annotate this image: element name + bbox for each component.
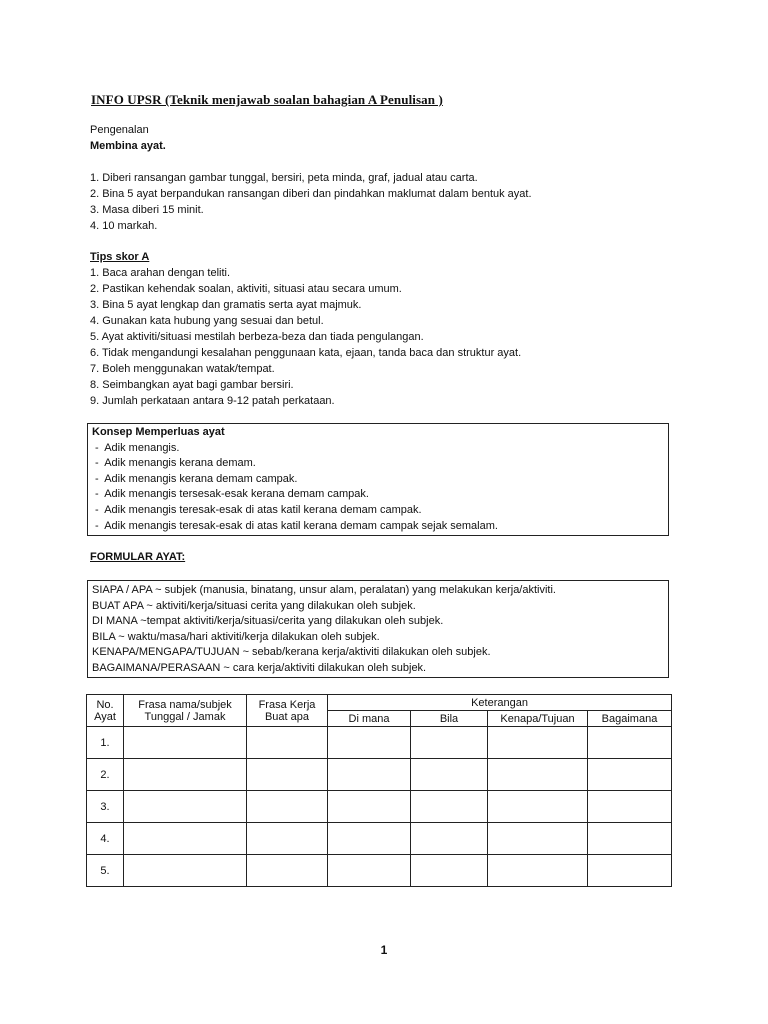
table-cell[interactable]: [411, 727, 488, 759]
table-cell[interactable]: [247, 759, 328, 791]
header-frasa-nama: Frasa nama/subjek Tunggal / Jamak: [124, 695, 247, 727]
formular-item: BAGAIMANA/PERASAAN ~ cara kerja/aktiviti dilakukan oleh subjek.: [92, 661, 427, 674]
formular-item: DI MANA ~tempat aktiviti/kerja/situasi/cerita yang dilakukan oleh subjek.: [92, 615, 444, 628]
intro-label: Pengenalan: [90, 124, 149, 136]
table-cell[interactable]: [488, 855, 588, 887]
row-number: 2.: [87, 759, 124, 791]
table-cell[interactable]: [488, 791, 588, 823]
table-cell[interactable]: [247, 855, 328, 887]
table-cell[interactable]: [124, 727, 247, 759]
table-cell[interactable]: [124, 823, 247, 855]
intro-item: 4. 10 markah.: [90, 220, 158, 232]
table-cell[interactable]: [588, 823, 672, 855]
tips-heading: Tips skor A: [90, 251, 150, 263]
konsep-item: - Adik menangis kerana demam.: [92, 457, 256, 470]
formular-item: SIAPA / APA ~ subjek (manusia, binatang, unsur alam, peralatan) yang melakukan kerja/aktiviti.: [92, 584, 556, 596]
table-cell[interactable]: [488, 823, 588, 855]
table-row: [87, 791, 672, 823]
tips-item: 1. Baca arahan dengan teliti.: [90, 267, 231, 279]
table-cell[interactable]: [328, 727, 411, 759]
header-keterangan: Keterangan: [328, 695, 672, 711]
table-cell[interactable]: [328, 759, 411, 791]
table-cell[interactable]: [124, 855, 247, 887]
konsep-item: - Adik menangis tersesak-esak kerana demam campak.: [92, 488, 369, 501]
table-cell[interactable]: [328, 791, 411, 823]
table-cell[interactable]: [588, 791, 672, 823]
konsep-box: [87, 423, 669, 536]
tips-item: 4. Gunakan kata hubung yang sesuai dan betul.: [90, 315, 324, 327]
table-cell[interactable]: [488, 727, 588, 759]
header-frasa-kerja: Frasa Kerja Buat apa: [247, 695, 328, 727]
tips-item: 6. Tidak mengandungi kesalahan penggunaan kata, ejaan, tanda baca dan struktur ayat.: [90, 347, 522, 359]
table-cell[interactable]: [588, 759, 672, 791]
intro-item: 3. Masa diberi 15 minit.: [90, 204, 204, 216]
table-cell[interactable]: [588, 855, 672, 887]
formular-item: BUAT APA ~ aktiviti/kerja/situasi cerita yang dilakukan oleh subjek.: [92, 599, 416, 612]
intro-item: 2. Bina 5 ayat berpandukan ransangan diberi dan pindahkan maklumat dalam bentuk ayat.: [90, 188, 532, 200]
table-cell[interactable]: [588, 727, 672, 759]
ayat-table: [86, 694, 672, 887]
table-row: [87, 727, 672, 759]
table-cell[interactable]: [411, 855, 488, 887]
table-cell[interactable]: [328, 823, 411, 855]
header-di-mana: Di mana: [328, 711, 411, 727]
formular-item: KENAPA/MENGAPA/TUJUAN ~ sebab/kerana kerja/aktiviti dilakukan oleh subjek.: [92, 646, 491, 659]
konsep-item: - Adik menangis.: [92, 441, 180, 454]
row-number: 5.: [87, 855, 124, 887]
tips-item: 3. Bina 5 ayat lengkap dan gramatis serta ayat majmuk.: [90, 299, 362, 311]
table-cell[interactable]: [411, 759, 488, 791]
tips-item: 5. Ayat aktiviti/situasi mestilah berbeza-beza dan tiada pengulangan.: [90, 331, 424, 343]
table-cell[interactable]: [124, 791, 247, 823]
tips-item: 2. Pastikan kehendak soalan, aktiviti, situasi atau secara umum.: [90, 283, 402, 295]
table-row: [87, 823, 672, 855]
formular-heading: FORMULAR AYAT:: [90, 551, 186, 563]
document-title: INFO UPSR (Teknik menjawab soalan bahagian A Penulisan ): [91, 92, 443, 107]
intro-item: 1. Diberi ransangan gambar tunggal, bersiri, peta minda, graf, jadual atau carta.: [90, 172, 478, 184]
table-cell[interactable]: [411, 823, 488, 855]
header-bila: Bila: [411, 711, 488, 727]
row-number: 4.: [87, 823, 124, 855]
konsep-item: - Adik menangis teresak-esak di atas katil kerana demam campak sejak semalam.: [92, 519, 498, 532]
table-cell[interactable]: [247, 823, 328, 855]
table-row: [87, 855, 672, 887]
table-cell[interactable]: [247, 791, 328, 823]
konsep-item: - Adik menangis kerana demam campak.: [92, 472, 298, 485]
formular-item: BILA ~ waktu/masa/hari aktiviti/kerja dilakukan oleh subjek.: [92, 630, 380, 643]
table-row: [87, 759, 672, 791]
tips-item: 9. Jumlah perkataan antara 9-12 patah perkataan.: [90, 395, 335, 407]
konsep-item: - Adik menangis teresak-esak di atas katil kerana demam campak.: [92, 503, 422, 516]
page-number: 1: [380, 943, 388, 957]
formular-box: [87, 580, 669, 678]
konsep-heading: Konsep Memperluas ayat: [92, 426, 225, 438]
header-kenapa-tujuan: Kenapa/Tujuan: [488, 711, 588, 727]
table-cell[interactable]: [328, 855, 411, 887]
row-number: 1.: [87, 727, 124, 759]
table-cell[interactable]: [488, 759, 588, 791]
table-cell[interactable]: [124, 759, 247, 791]
tips-item: 8. Seimbangkan ayat bagi gambar bersiri.: [90, 379, 294, 391]
header-bagaimana: Bagaimana: [588, 711, 672, 727]
header-no-ayat: No. Ayat: [87, 695, 124, 727]
table-cell[interactable]: [247, 727, 328, 759]
intro-heading: Membina ayat.: [90, 140, 166, 152]
row-number: 3.: [87, 791, 124, 823]
table-cell[interactable]: [411, 791, 488, 823]
tips-item: 7. Boleh menggunakan watak/tempat.: [90, 363, 275, 375]
